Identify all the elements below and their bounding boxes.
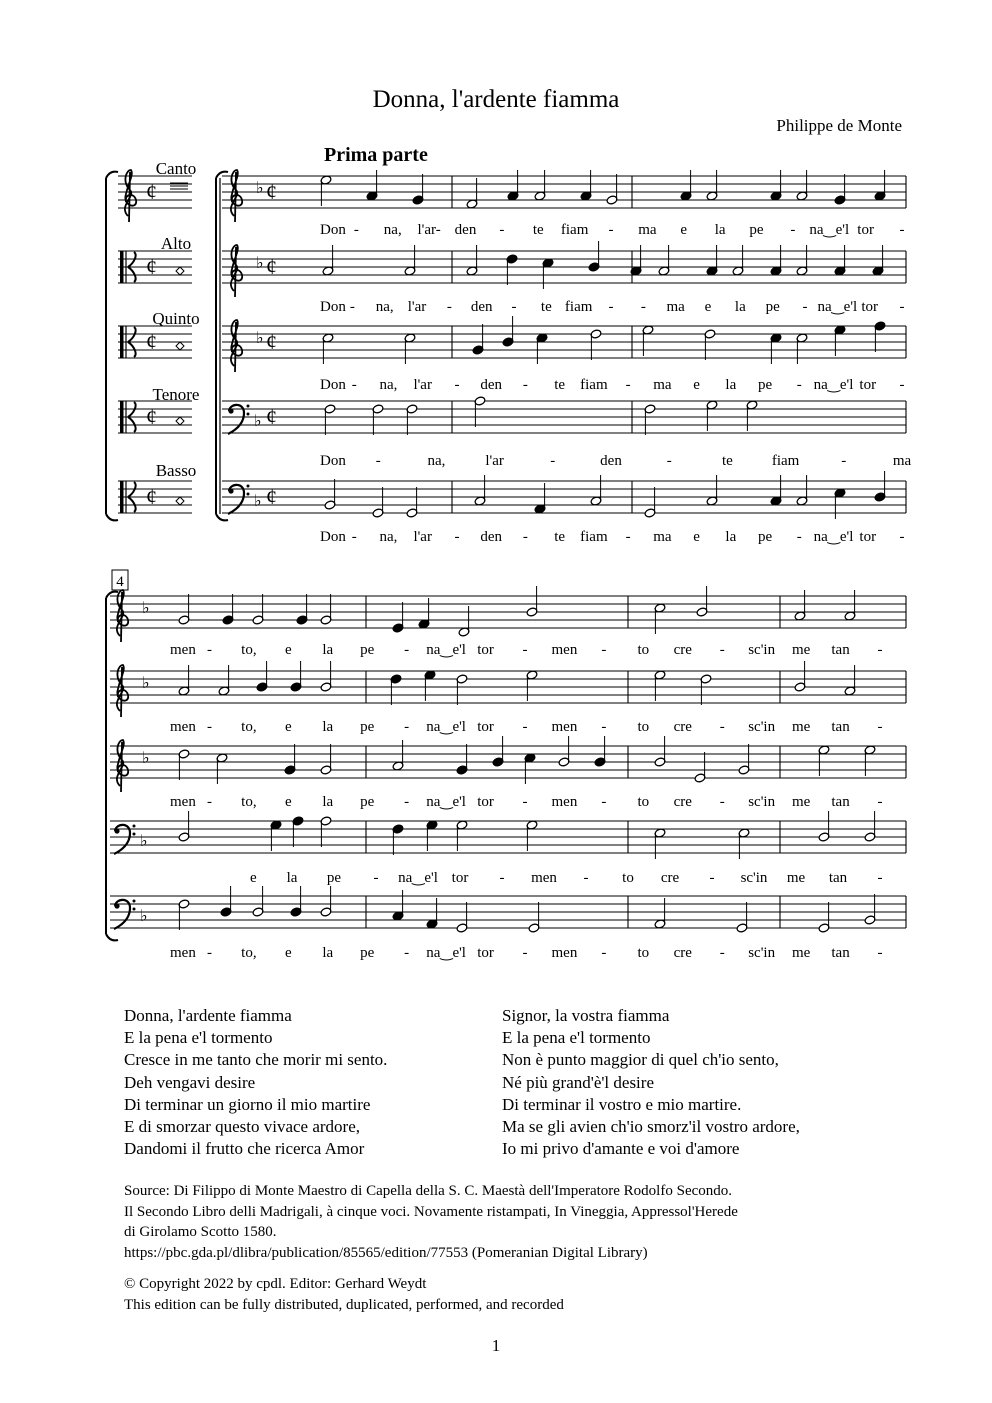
lyric-syllable: - [446, 299, 452, 315]
lyric-syllable: - [375, 453, 381, 469]
lyric-syllable: to, [241, 794, 257, 810]
lyric-syllable: pe [765, 299, 780, 315]
lyric-syllable: l'ar [413, 529, 432, 545]
section-label: Prima parte [324, 144, 428, 166]
lyric-syllable: cre [673, 719, 692, 735]
lyric-syllable: pe [749, 222, 764, 238]
lyric-syllable: - [625, 377, 631, 393]
lyric-syllable: tan [831, 794, 850, 810]
lyric-syllable: - [608, 222, 614, 238]
lyric-syllable: - [206, 794, 212, 810]
lyric-syllable: cre [673, 794, 692, 810]
lyric-syllable: - [719, 719, 725, 735]
voice-label-quinto: Quinto [152, 309, 200, 328]
key-flat-icon: ♭ [142, 675, 150, 692]
time-signature-icon: ¢ [266, 404, 277, 429]
lyric-syllable: - [550, 453, 556, 469]
lyric-syllable: to, [241, 719, 257, 735]
lyric-syllable: sc'in [740, 870, 768, 886]
key-flat-icon: ♭ [140, 833, 148, 850]
lyric-syllable: pe [360, 642, 375, 658]
lyric-syllable: to [622, 870, 634, 886]
voice-staff [110, 821, 906, 853]
lyric-syllable: - [601, 945, 607, 961]
lyric-syllable: - [666, 453, 672, 469]
incipit-breve-note [176, 417, 184, 425]
lyric-syllable: - [601, 642, 607, 658]
lyric-syllable: l'ar [485, 453, 504, 469]
lyric-syllable: men [551, 719, 578, 735]
lyric-syllable: - [404, 719, 410, 735]
lyric-syllable: den [600, 453, 622, 469]
bass-clef-dot [133, 825, 136, 828]
lyric-syllable: men [531, 870, 557, 886]
lyric-syllable: Don [320, 377, 346, 393]
treble-clef-icon [231, 245, 242, 297]
poem-line: Deh vengavi desire [124, 1072, 256, 1092]
lyric-syllable: - [522, 719, 528, 735]
key-flat-icon: ♭ [256, 180, 264, 197]
lyric-syllable: - [601, 719, 607, 735]
lyric-syllable: men [551, 794, 578, 810]
lyric-syllable: men [551, 945, 578, 961]
lyric-syllable: - [522, 794, 528, 810]
lyric-syllable: - [499, 222, 505, 238]
lyric-syllable: - [899, 299, 905, 315]
lyric-syllable: - [454, 377, 460, 393]
lyric-syllable: men [551, 642, 578, 658]
lyric-syllable: tor [477, 794, 494, 810]
lyric-syllable: - [522, 529, 528, 545]
lyric-syllable: e [284, 719, 292, 735]
poem-line: Non è punto maggior di quel ch'io sento, [502, 1050, 779, 1070]
source-line: Source: Di Filippo di Monte Maestro di Capella della S. C. Maestà dell'Imperatore Rodolfo Secondo. [124, 1183, 733, 1199]
lyric-syllable: te [721, 453, 733, 469]
lyric-syllable: to [637, 945, 650, 961]
lyric-syllable: - [640, 299, 646, 315]
poem-line: E di smorzar questo vivace ardore, [124, 1117, 361, 1137]
lyric-syllable: tan [831, 642, 850, 658]
lyric-syllable: tan [831, 719, 850, 735]
lyric-syllable: - [899, 377, 905, 393]
lyric-syllable: me [786, 870, 806, 886]
lyric-syllable: to [637, 642, 650, 658]
lyric-syllable: e [693, 529, 700, 545]
key-flat-icon: ♭ [142, 750, 150, 767]
lyric-syllable: sc'in [748, 642, 776, 658]
c-clef-icon [120, 401, 124, 433]
lyric-syllable: sc'in [748, 794, 776, 810]
time-signature-icon: ¢ [266, 179, 277, 204]
poem-line: E la pena e'l tormento [502, 1028, 651, 1048]
lyric-syllable: men [170, 719, 196, 735]
lyric-syllable: la [322, 719, 334, 735]
lyric-syllable: ma [892, 453, 912, 469]
lyric-syllable: - [404, 642, 410, 658]
lyric-syllable: den [480, 529, 503, 545]
poem-line: Ma se gli avien ch'io smorz'il vostro ardore, [502, 1117, 800, 1137]
lyric-syllable: ma [638, 222, 657, 238]
bass-clef-dot [228, 408, 233, 413]
lyric-syllable: tan [828, 870, 848, 886]
lyric-syllable: tor [857, 222, 874, 238]
lyric-syllable: - [522, 642, 528, 658]
treble-clef-icon [117, 740, 128, 792]
time-signature-icon: ¢ [146, 329, 157, 354]
lyric-syllable: e [284, 794, 292, 810]
lyric-syllable: to, [241, 642, 257, 658]
poem-line: Io mi privo d'amante e voi d'amore [502, 1139, 740, 1159]
lyric-syllable: - [404, 794, 410, 810]
lyric-syllable: fiam [564, 299, 593, 315]
incipit-breve-note [176, 342, 184, 350]
lyric-syllable: - [583, 870, 589, 886]
lyric-syllable: - [499, 870, 505, 886]
lyric-syllable: to [637, 794, 650, 810]
lyric-syllable: - [719, 642, 725, 658]
system-bracket [106, 172, 118, 521]
lyric-syllable: - [877, 870, 883, 886]
lyric-syllable: sc'in [748, 719, 776, 735]
incipit-breve-note [176, 497, 184, 505]
lyric-syllable: - [841, 453, 847, 469]
time-signature-icon: ¢ [146, 179, 157, 204]
source-line: Il Secondo Libro delli Madrigali, à cinque voci. Novamente ristampati, In Vineggia, Appressol'Herede [124, 1203, 738, 1220]
bass-clef-dot [133, 900, 136, 903]
lyric-syllable: tan [831, 945, 850, 961]
lyric-syllable: la [322, 642, 334, 658]
lyric-syllable: - [790, 222, 796, 238]
copyright-note [124, 1274, 564, 1315]
lyric-syllable: me [791, 719, 811, 735]
lyric-syllable: - [877, 642, 883, 658]
voice-label-alto: Alto [160, 234, 192, 253]
key-flat-icon: ♭ [256, 330, 264, 347]
time-signature-icon: ¢ [146, 404, 157, 429]
lyric-syllable: e [704, 299, 712, 315]
lyric-syllable: men [170, 945, 196, 961]
lyric-syllable: na‿e'l [398, 870, 438, 886]
lyric-syllable: na‿e'l [426, 719, 466, 735]
lyric-syllable: na‿e'l [809, 222, 850, 238]
lyric-syllable: den [470, 299, 493, 315]
lyric-syllable: to [637, 719, 650, 735]
treble-clef-icon [231, 320, 242, 372]
poem-line: Di terminar il vostro e mio martire. [502, 1094, 742, 1114]
lyric-syllable: tor [451, 870, 469, 886]
time-signature-icon: ¢ [266, 329, 277, 354]
lyric-syllable: te [540, 299, 552, 315]
lyric-syllable: - [373, 870, 379, 886]
lyric-syllable: - [206, 642, 212, 658]
lyric-syllable: fiam [580, 377, 608, 393]
lyric-syllable: sc'in [748, 945, 776, 961]
incipit-breve-note [176, 267, 184, 275]
lyric-syllable: tor [477, 719, 494, 735]
lyric-syllable: te [532, 222, 544, 238]
lyric-syllable: Don [320, 299, 346, 315]
lyric-syllable: me [791, 794, 811, 810]
key-flat-icon: ♭ [256, 255, 264, 272]
system-bracket [106, 592, 118, 941]
poem-left-column [124, 1005, 387, 1160]
lyric-syllable: ma [666, 299, 685, 315]
bass-clef-dot [114, 828, 119, 833]
voice-staff [222, 401, 906, 433]
bass-clef-dot [247, 405, 250, 408]
lyric-syllable: la [725, 529, 737, 545]
score-title: Donna, l'ardente fiamma [372, 86, 620, 113]
lyric-syllable: - [353, 222, 359, 238]
source-link[interactable]: https://pbc.gda.pl/dlibra/publication/85565/edition/77553 (Pomeranian Digital Library) [124, 1244, 648, 1261]
poem-line: Dandomi il frutto che ricerca Amor [124, 1139, 365, 1159]
lyric-syllable: e [693, 377, 700, 393]
lyric-syllable: cre [673, 945, 692, 961]
lyric-syllable: pe [326, 870, 342, 886]
lyric-syllable: tor [859, 529, 877, 545]
c-clef-icon [120, 326, 124, 358]
copyright-line: © Copyright 2022 by cpdl. Editor: Gerhard Weydt [124, 1276, 427, 1292]
lyric-syllable: cre [660, 870, 680, 886]
key-flat-icon: ♭ [140, 908, 148, 925]
lyric-syllable: - [877, 945, 883, 961]
lyric-syllable: fiam [580, 529, 608, 545]
time-signature-icon: ¢ [266, 254, 277, 279]
lyric-syllable: te [554, 529, 566, 545]
lyric-syllable: la [714, 222, 726, 238]
key-flat-icon: ♭ [254, 493, 262, 510]
lyric-syllable: - [601, 794, 607, 810]
treble-clef-icon [125, 170, 136, 222]
lyric-syllable: la [286, 870, 298, 886]
source-line: di Girolamo Scotto 1580. [124, 1224, 277, 1240]
lyric-syllable: den [480, 377, 503, 393]
lyric-syllable: Don [320, 529, 346, 545]
lyric-syllable: la [725, 377, 737, 393]
lyric-syllable: - [899, 222, 905, 238]
lyric-syllable: - [877, 794, 883, 810]
lyric-syllable: - [899, 529, 905, 545]
lyric-syllable: l'ar [413, 377, 432, 393]
lyric-syllable: - [796, 529, 802, 545]
lyric-syllable: e [284, 642, 292, 658]
poem-line: Cresce in me tanto che morir mi sento. [124, 1050, 388, 1070]
key-flat-icon: ♭ [142, 600, 150, 617]
source-note [124, 1181, 904, 1263]
poem-line: Signor, la vostra fiamma [502, 1006, 670, 1025]
lyric-syllable: na, [375, 299, 394, 315]
lyric-syllable: na‿e'l [813, 377, 854, 393]
poem-line: Né più grand'è'l desire [502, 1072, 654, 1092]
time-signature-icon: ¢ [146, 254, 157, 279]
lyric-syllable: na‿e'l [817, 299, 858, 315]
lyric-syllable: na, [383, 222, 402, 238]
bass-clef-dot [114, 903, 119, 908]
lyric-syllable: - [206, 719, 212, 735]
lyric-syllable: na‿e'l [426, 794, 466, 810]
lyric-syllable: me [791, 945, 811, 961]
lyric-syllable: - [522, 945, 528, 961]
lyric-syllable: - [454, 529, 460, 545]
lyric-syllable: pe [360, 794, 375, 810]
lyric-syllable: te [554, 377, 566, 393]
key-flat-icon: ♭ [254, 413, 262, 430]
lyric-syllable: - [719, 794, 725, 810]
voice-label-canto: Canto [155, 159, 197, 178]
lyric-syllable: Don [320, 453, 346, 469]
lyric-syllable: men [170, 642, 196, 658]
lyric-syllable: - [796, 377, 802, 393]
bass-clef-dot [228, 488, 233, 493]
lyric-syllable: - [719, 945, 725, 961]
treble-clef-icon [117, 590, 128, 642]
lyric-syllable: den [454, 222, 477, 238]
lyric-syllable: pe [360, 719, 375, 735]
poem-right-column [502, 1005, 800, 1160]
lyric-syllable: na, [379, 529, 398, 545]
page-number: 1 [491, 1336, 501, 1355]
lyric-syllable: l'ar [407, 299, 427, 315]
lyric-syllable: na‿e'l [813, 529, 854, 545]
lyric-syllable: - [349, 299, 355, 315]
treble-clef-icon [117, 665, 128, 717]
lyric-syllable: e [680, 222, 688, 238]
lyric-syllable: fiam [560, 222, 589, 238]
poem-line: E la pena e'l tormento [124, 1028, 273, 1048]
lyric-syllable: na, [427, 453, 446, 469]
voice-label-basso: Basso [155, 461, 197, 480]
bass-clef-dot [247, 493, 250, 496]
lyric-syllable: e [284, 945, 292, 961]
lyric-syllable: na‿e'l [426, 642, 466, 658]
lyric-syllable: - [404, 945, 410, 961]
poem-line: Donna, l'ardente fiamma [124, 1006, 292, 1025]
poem-line: Di terminar un giorno il mio martire [124, 1094, 371, 1114]
bass-clef-dot [247, 485, 250, 488]
lyric-syllable: tor [861, 299, 879, 315]
lyric-syllable: ma [653, 529, 672, 545]
lyric-syllable: tor [477, 945, 494, 961]
lyric-syllable: to, [241, 945, 257, 961]
c-clef-icon [120, 481, 124, 513]
lyric-syllable: e [250, 870, 257, 886]
bass-clef-dot [133, 908, 136, 911]
lyric-syllable: ma [653, 377, 672, 393]
c-clef-icon [120, 251, 124, 283]
lyric-syllable: - [709, 870, 715, 886]
composer-name: Philippe de Monte [776, 116, 902, 135]
lyric-syllable: na‿e'l [426, 945, 466, 961]
lyric-syllable: - [206, 945, 212, 961]
lyric-syllable: pe [360, 945, 375, 961]
license-line: This edition can be fully distributed, duplicated, performed, and recorded [124, 1296, 564, 1313]
lyric-syllable: - [625, 529, 631, 545]
lyric-syllable: - [522, 377, 528, 393]
bass-clef-dot [247, 413, 250, 416]
lyric-syllable: fiam [771, 453, 800, 469]
lyric-syllable: l'ar- [417, 222, 441, 238]
lyric-syllable: la [734, 299, 746, 315]
lyric-syllable: me [791, 642, 811, 658]
lyric-syllable: - [608, 299, 614, 315]
time-signature-icon: ¢ [266, 484, 277, 509]
lyric-syllable: na, [379, 377, 398, 393]
system-bracket [216, 172, 228, 521]
lyric-syllable: - [351, 377, 357, 393]
lyric-syllable: pe [757, 529, 773, 545]
lyric-syllable: tor [859, 377, 877, 393]
lyric-syllable: la [322, 945, 334, 961]
treble-clef-icon [231, 170, 242, 222]
measure-number: 4 [116, 574, 124, 590]
lyric-syllable: - [511, 299, 517, 315]
lyric-syllable: - [351, 529, 357, 545]
lyric-syllable: cre [673, 642, 692, 658]
lyric-syllable: pe [757, 377, 773, 393]
lyric-syllable: Don [320, 222, 346, 238]
lyric-syllable: la [322, 794, 334, 810]
time-signature-icon: ¢ [146, 484, 157, 509]
voice-staff [110, 746, 906, 778]
lyric-syllable: - [877, 719, 883, 735]
voice-label-tenore: Tenore [152, 385, 200, 404]
lyric-syllable: men [170, 794, 196, 810]
lyric-syllable: tor [477, 642, 494, 658]
lyric-syllable: - [802, 299, 808, 315]
bass-clef-dot [133, 833, 136, 836]
voice-staff [110, 671, 906, 703]
